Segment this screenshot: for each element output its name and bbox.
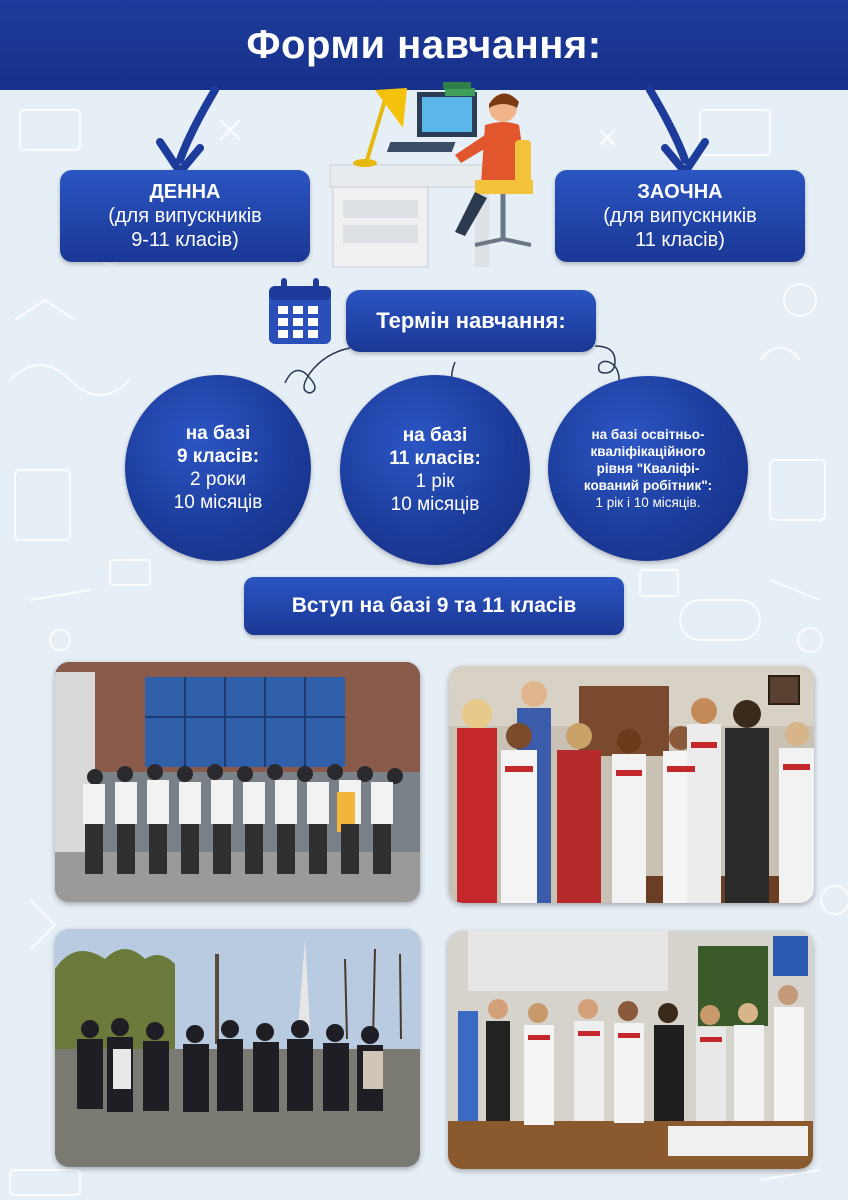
duration-skilled-worker: [548, 376, 748, 561]
duration-2-line2: 11 класів:: [389, 448, 481, 469]
duration-1-line3: 2 роки: [190, 469, 246, 490]
duration-3-line4: кований робітник":: [583, 478, 713, 493]
study-term-label: Термін навчання:: [346, 290, 596, 352]
duration-3-line1: на базі освітньо-: [591, 427, 705, 442]
duration-2-line1: на базі: [402, 425, 468, 446]
duration-1-line4: 10 місяців: [173, 492, 263, 513]
student-at-desk-illustration: [325, 80, 540, 275]
page-title: Форми навчання:: [0, 0, 848, 90]
duration-3-line5: 1 рік і 10 місяців.: [595, 495, 701, 510]
admission-label: Вступ на базі 9 та 11 класів: [244, 577, 624, 635]
duration-1-line1: на базі: [185, 423, 251, 444]
duration-3-line3: рівня "Кваліфі-: [596, 461, 700, 476]
duration-3-line2: кваліфікаційного: [590, 444, 706, 459]
form-correspondence-box: [555, 170, 805, 262]
calendar-icon: [266, 276, 334, 348]
form-day-line2: 9-11 класів): [131, 229, 239, 251]
arrow-left-icon: [150, 82, 240, 177]
form-day-line1: (для випускників: [108, 205, 262, 227]
form-correspondence-line2: 11 класів): [635, 229, 725, 251]
duration-9-classes: [125, 375, 311, 561]
form-day-title: ДЕННА: [149, 181, 221, 203]
photo-group-building: [55, 662, 420, 902]
duration-11-classes: [340, 375, 530, 565]
form-correspondence-title: ЗАОЧНА: [637, 181, 723, 203]
photo-vyshyvanka-day: [449, 666, 814, 903]
form-correspondence-line1: (для випускників: [603, 205, 757, 227]
arrow-right-icon: [625, 82, 715, 177]
duration-2-line3: 1 рік: [415, 471, 455, 492]
duration-1-line2: 9 класів:: [176, 446, 260, 467]
form-day-box: [60, 170, 310, 262]
duration-2-line4: 10 місяців: [390, 494, 480, 515]
photo-group-memorial: [55, 929, 420, 1167]
photo-ceremony-hall: [448, 931, 813, 1169]
